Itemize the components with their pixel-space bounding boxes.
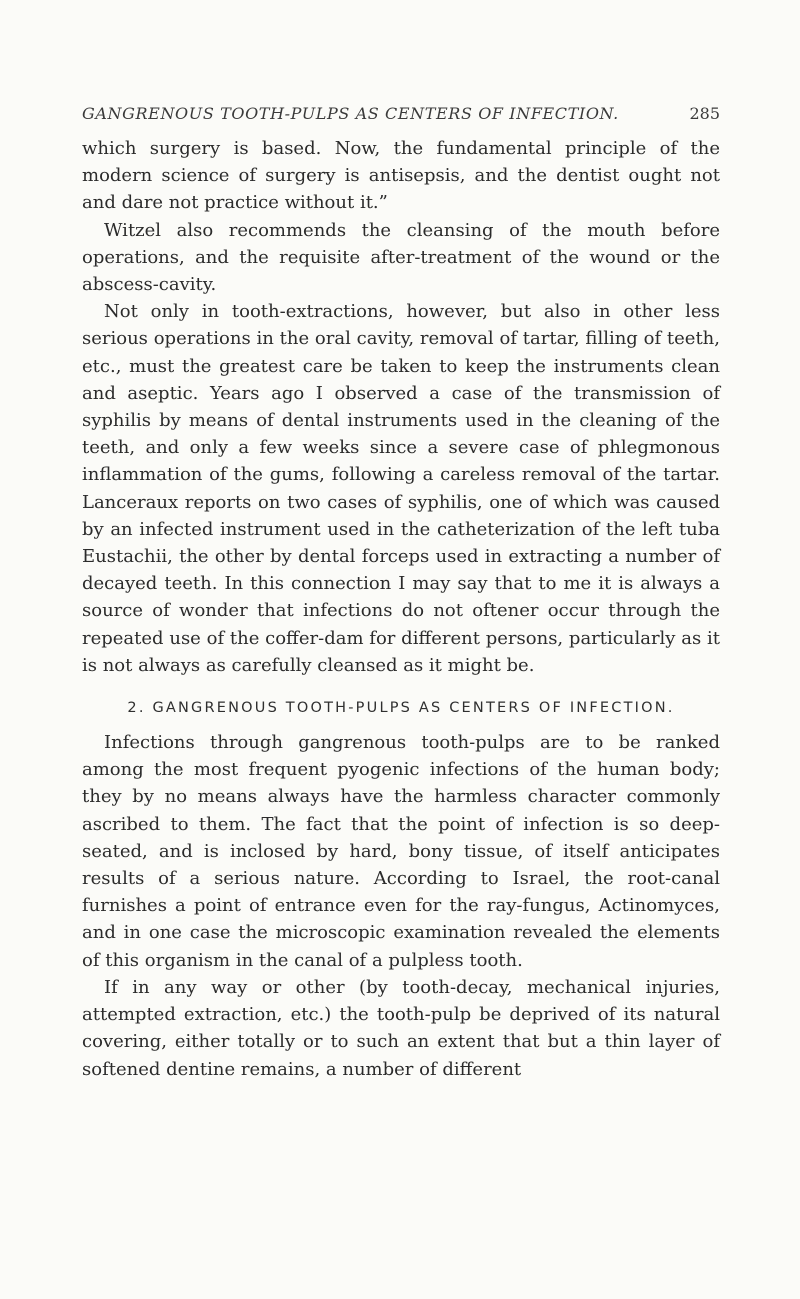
paragraph-witzel: Witzel also recommends the cleansing of the mouth before operations, and the requisite after-treatment of the wound or the abscess-cavity. <box>82 219 720 296</box>
paragraph-instruments: Not only in tooth-extractions, however, but also in other less serious operations in the oral cavity, removal of tartar, filling of teeth, etc., must the greatest care be taken to keep the instruments clean and aseptic. Years ago I observed a case of the transmission of syphilis by means of dental instruments used in the cleaning of the teeth, and only a few weeks since a severe case of phlegmonous inflammation of the gums, following a careless removal of the tartar. Lanceraux reports on two cases of syphilis, one of which was caused by an infected instrument used in the catheterization of the left tuba Eustachii, the other by dental forceps used in extracting a number of decayed teeth. In this connection I may say that to me it is always a source of wonder that infections do not oftener occur through the repeated use of the coffer-dam for different persons, particularly as it is not always as carefully cleansed as it might be. <box>82 301 720 676</box>
running-head <box>82 104 720 123</box>
section-heading: 2. GANGRENOUS TOOTH-PULPS AS CENTERS OF INFECTION. <box>127 700 675 717</box>
paragraph-infections: Infections through gangrenous tooth-pulps are to be ranked among the most frequent pyogenic infections of the human body; they by no means always have the harmless character commonly ascribed to them. The fact that the point of infection is so deep-seated, and is inclosed by hard, bony tissue, of itself anticipates results of a serious nature. According to Israel, the root-canal furnishes a point of entrance even for the ray-fungus, Actinomyces, and in one case the microscopic examination revealed the elements of this organism in the canal of a pulpless tooth. <box>82 732 720 971</box>
paragraph-continuation: which surgery is based. Now, the fundamental principle of the modern science of surgery is antisepsis, and the dentist ought not and dare not practice without it.” <box>82 138 720 214</box>
paragraph-tooth-decay: If in any way or other (by tooth-decay, mechanical injuries, attempted extraction, etc.) the tooth-pulp be deprived of its natural covering, either totally or to such an extent that but a thin layer of softened dentine remains, a number of different <box>82 976 720 1080</box>
running-title: GANGRENOUS TOOTH-PULPS AS CENTERS OF INFECTION. <box>82 104 619 123</box>
page-number: 285 <box>689 104 720 123</box>
